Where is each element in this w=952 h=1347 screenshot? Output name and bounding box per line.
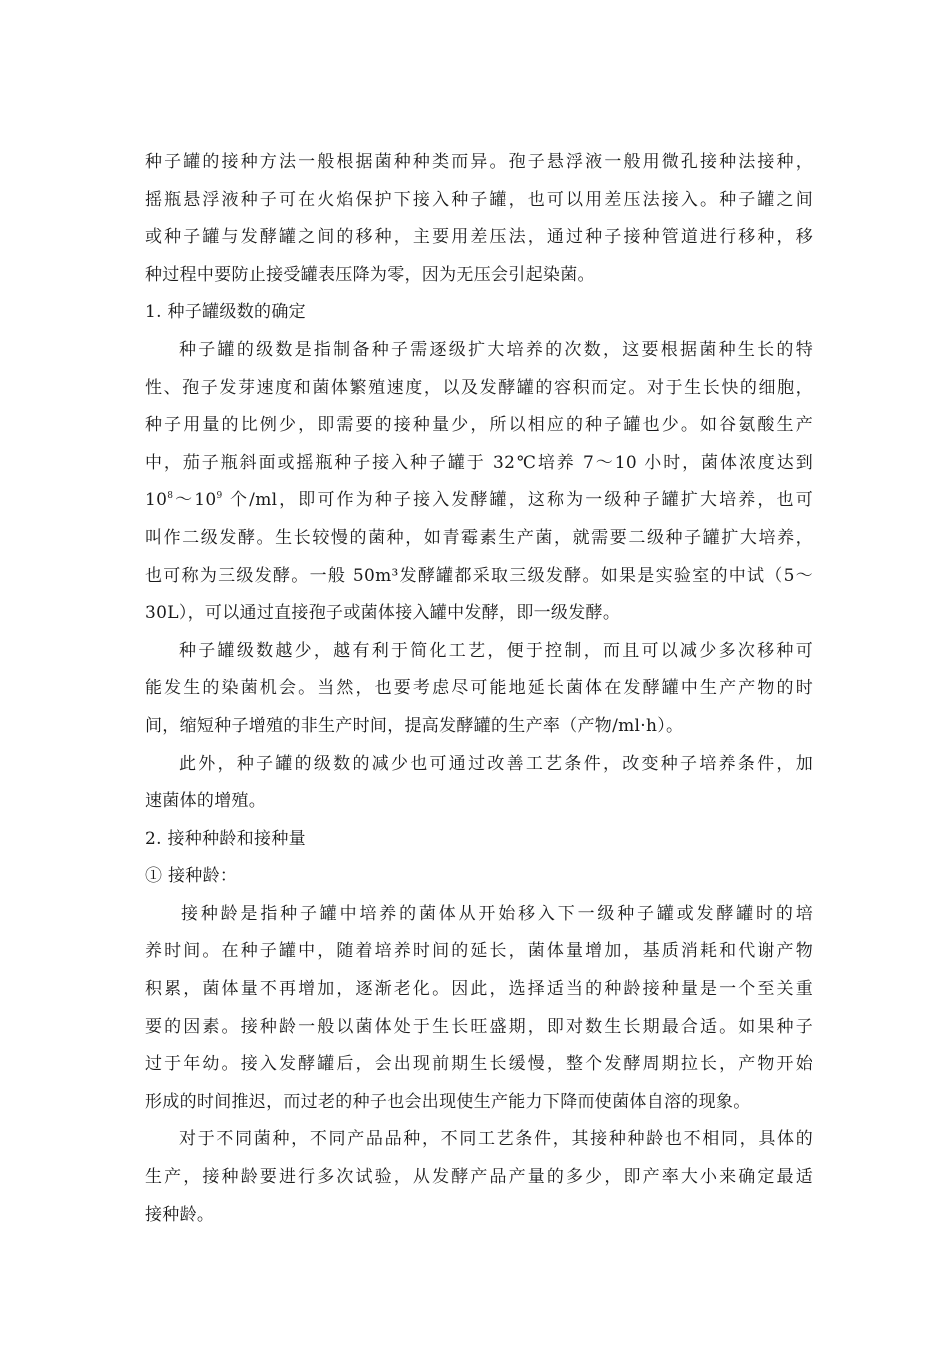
paragraph-line: 要的因素。接种龄一般以菌体处于生长旺盛期，即对数生长期最合适。如果种子 — [145, 1016, 813, 1037]
superscript: 9 — [216, 491, 223, 502]
document-page — [145, 147, 813, 1237]
paragraph-line: 接种龄。 — [145, 1204, 215, 1225]
paragraph-line: 积累，菌体量不再增加，逐渐老化。因此，选择适当的种龄接种量是一个至关重 — [145, 979, 813, 1000]
paragraph-line: 种子用量的比例少，即需要的接种量少，所以相应的种子罐也少。如谷氨酸生产 — [145, 415, 813, 436]
paragraph-line: 形成的时间推迟，而过老的种子也会出现使生产能力下降而使菌体自溶的现象。 — [145, 1091, 751, 1112]
paragraph-line: 养时间。在种子罐中，随着培养时间的延长，菌体量增加，基质消耗和代谢产物 — [145, 941, 813, 962]
line-segment: 个/ml，即可作为种子接入发酵罐，这称为一级种子罐扩大培养，也可 — [222, 490, 813, 511]
superscript: 8 — [167, 491, 174, 502]
paragraph-line: 此外，种子罐的级数的减少也可通过改善工艺条件，改变种子培养条件，加 — [179, 753, 813, 774]
paragraph-line: 接种龄是指种子罐中培养的菌体从开始移入下一级种子罐或发酵罐时的培 — [181, 903, 813, 924]
section-heading: 2. 接种种龄和接种量 — [145, 828, 306, 849]
paragraph-line — [145, 485, 813, 523]
paragraph-line: 种子罐的接种方法一般根据菌种种类而异。孢子悬浮液一般用微孔接种法接种， — [145, 152, 813, 172]
paragraph-line: 种过程中要防止接受罐表压降为零，因为无压会引起染菌。 — [145, 264, 595, 285]
paragraph-line: 30L），可以通过直接孢子或菌体接入罐中发酵，即一级发酵。 — [145, 603, 621, 624]
subsection-heading: ① 接种龄： — [145, 866, 238, 887]
section-heading: 1. 种子罐级数的确定 — [145, 302, 306, 323]
paragraph-line: 间，缩短种子增殖的非生产时间，提高发酵罐的生产率（产物/ml·h）。 — [145, 715, 684, 736]
line-segment: 10 — [145, 490, 168, 511]
paragraph-line: 摇瓶悬浮液种子可在火焰保护下接入种子罐，也可以用差压法接入。种子罐之间 — [145, 189, 813, 210]
paragraph-line: 能发生的染菌机会。当然，也要考虑尽可能地延长菌体在发酵罐中生产产物的时 — [145, 678, 813, 699]
paragraph-line: 或种子罐与发酵罐之间的移种，主要用差压法，通过种子接种管道进行移种，移 — [145, 227, 813, 248]
paragraph-line: 叫作二级发酵。生长较慢的菌种，如青霉素生产菌，就需要二级种子罐扩大培养， — [145, 527, 813, 548]
paragraph-line: 过于年幼。接入发酵罐后，会出现前期生长缓慢，整个发酵周期拉长，产物开始 — [145, 1054, 813, 1075]
paragraph-line: 生产，接种龄要进行多次试验，从发酵产品产量的多少，即产率大小来确定最适 — [145, 1167, 813, 1188]
line-segment: ～10 — [173, 490, 217, 511]
paragraph-line: 种子罐级数越少，越有利于简化工艺，便于控制，而且可以减少多次移种可 — [179, 640, 813, 661]
paragraph-line: 种子罐的级数是指制备种子需逐级扩大培养的次数，这要根据菌种生长的特 — [179, 339, 813, 360]
paragraph-line: 性、孢子发芽速度和菌体繁殖速度，以及发酵罐的容积而定。对于生长快的细胞， — [145, 377, 813, 398]
paragraph-line: 对于不同菌种，不同产品品种，不同工艺条件，其接种种龄也不相同，具体的 — [179, 1129, 813, 1150]
paragraph-line: 中，茄子瓶斜面或摇瓶种子接入种子罐于 32℃培养 7～10 小时，菌体浓度达到 — [145, 452, 813, 473]
paragraph-line: 速菌体的增殖。 — [145, 791, 267, 812]
paragraph-line: 也可称为三级发酵。一般 50m³发酵罐都采取三级发酵。如果是实验室的中试（5～ — [145, 565, 813, 586]
